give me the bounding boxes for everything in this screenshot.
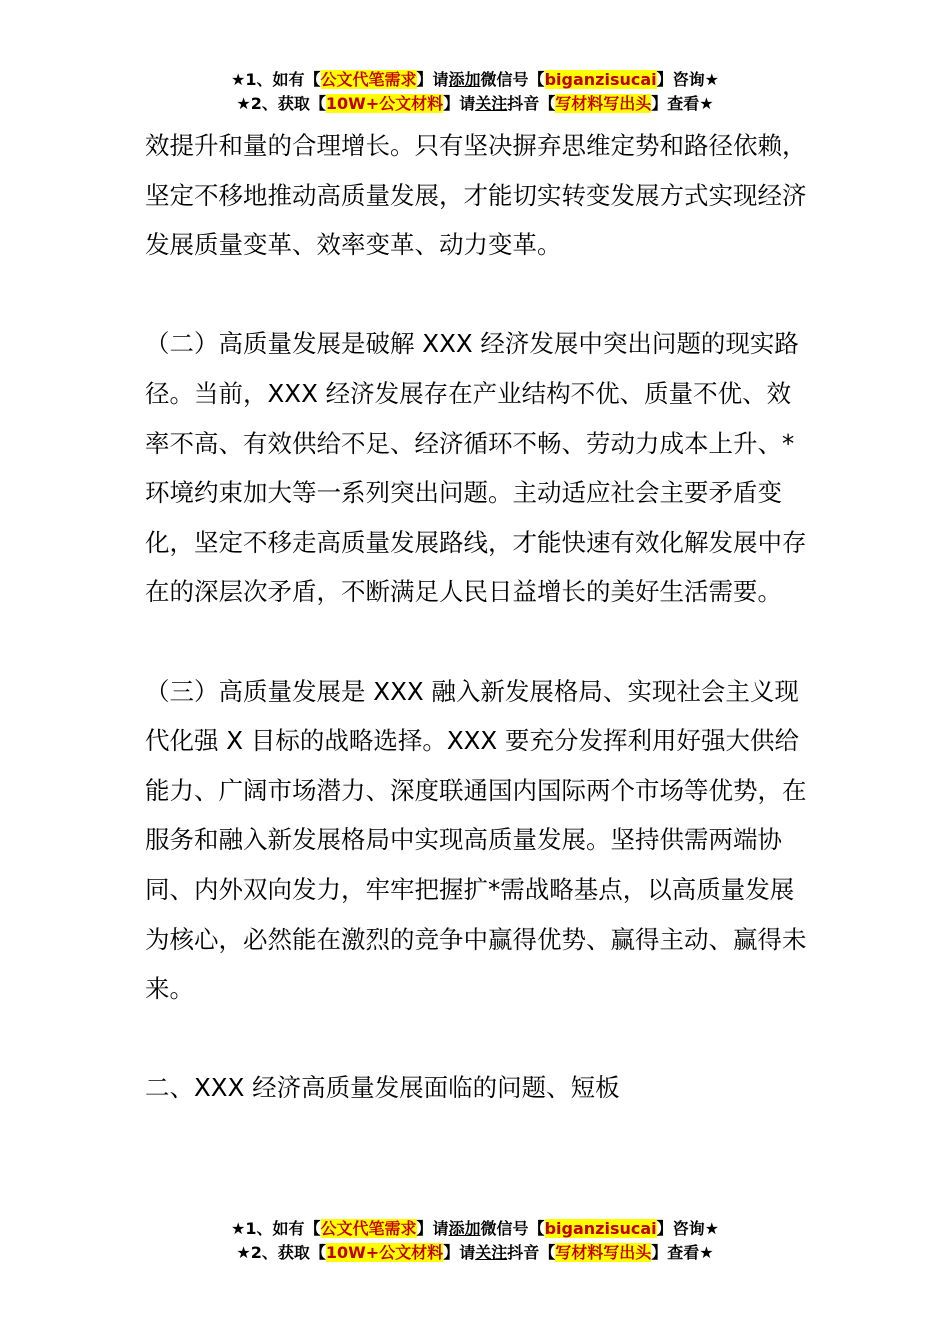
banner-highlight: 写材料写出头 (555, 1243, 652, 1262)
banner-highlight: biganzisucai (544, 70, 657, 89)
banner-underline: 关注 (475, 94, 508, 113)
banner-text: 抖音【 (507, 1243, 556, 1262)
banner-text: 】请 (443, 94, 476, 113)
banner-text: 】请 (416, 70, 449, 89)
banner-underline: 关注 (475, 1243, 508, 1262)
banner-highlight: 写材料写出头 (555, 94, 652, 113)
banner-text: 】查看★ (651, 94, 714, 113)
banner-text: 】请 (416, 1219, 449, 1238)
banner-underline: 添加 (448, 1219, 481, 1238)
banner-text: ★2、获取【 (236, 94, 326, 113)
banner-text: ★1、如有【 (231, 1219, 321, 1238)
banner-highlight: 公文代笔需求 (320, 70, 417, 89)
banner-underline: 添加 (448, 70, 481, 89)
banner-text: 微信号【 (480, 1219, 545, 1238)
banner-line-2 (0, 92, 950, 116)
paragraph-section-3: （三）高质量发展是 XXX 融入新发展格局、实现社会主义现代化强 X 目标的战略选择。XXX 要充分发挥利用好强大供给能力、广阔市场潜力、深度联通国内国际两个市场等优势，在服务和融入新发展格局中实现高质量发展。坚持供需两端协同、内外双向发力，牢牢把握扩*需战略基点，以高质量发展为核心，必然能在激烈的竞争中赢得优势、赢得主动、赢得未来。 (145, 676, 807, 1004)
banner-highlight: 公文代笔需求 (320, 1219, 417, 1238)
banner-line-1 (0, 1217, 950, 1241)
banner-line-2 (0, 1241, 950, 1265)
section-heading: 二、XXX 经济高质量发展面临的问题、短板 (145, 1073, 620, 1103)
paragraph-section-2: （二）高质量发展是破解 XXX 经济发展中突出问题的现实路径。当前，XXX 经济发展存在产业结构不优、质量不优、效率不高、有效供给不足、经济循环不畅、劳动力成本上升、*环境约束加大等一系列突出问题。主动适应社会主要矛盾变化，坚定不移走高质量发展路线，才能快速有效化解发展中存在的深层次矛盾，不断满足人民日益增长的美好生活需要。 (145, 329, 807, 607)
banner-text: 】咨询★ (656, 1219, 719, 1238)
banner-text: 】查看★ (651, 1243, 714, 1262)
banner-text: 微信号【 (480, 70, 545, 89)
banner-text: 抖音【 (507, 94, 556, 113)
header-banner (0, 68, 950, 116)
banner-highlight: biganzisucai (544, 1219, 657, 1238)
banner-text: 】咨询★ (656, 70, 719, 89)
banner-text: ★1、如有【 (231, 70, 321, 89)
banner-text: 】请 (443, 1243, 476, 1262)
paragraph-continuation: 效提升和量的合理增长。只有坚决摒弃思维定势和路径依赖，坚定不移地推动高质量发展，才能切实转变发展方式实现经济发展质量变革、效率变革、动力变革。 (145, 131, 807, 260)
banner-highlight: 10W+公文材料 (325, 94, 444, 113)
banner-line-1 (0, 68, 950, 92)
document-body (145, 121, 810, 1113)
banner-highlight: 10W+公文材料 (325, 1243, 444, 1262)
footer-banner (0, 1217, 950, 1265)
banner-text: ★2、获取【 (236, 1243, 326, 1262)
